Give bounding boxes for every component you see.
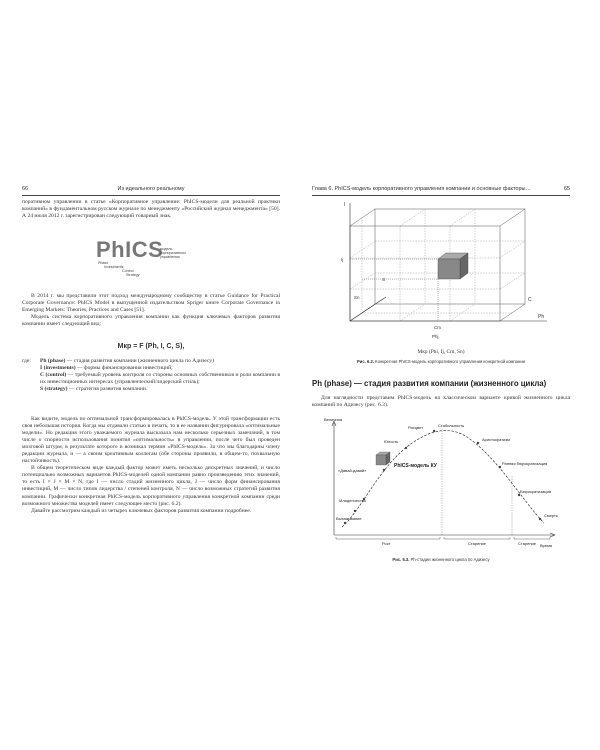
stage-courtship: Выхаживание	[336, 516, 362, 521]
stage-aristocracy: Аристократизм	[482, 437, 510, 442]
stage-stability: Стабильность	[438, 423, 465, 428]
axis-label-ij: Ij	[341, 257, 344, 262]
definition-text: — требуемый уровень контроля со стороны основных собственников и роли компании в их инвестиционных интересах (управленческий/лидерский стиль);	[40, 372, 280, 386]
definition-label	[22, 372, 40, 386]
stage-infancy: Младенчество	[339, 498, 367, 503]
lifecycle-curve	[342, 431, 544, 527]
caption-text: Конкретная PhICS-модель корпоративного управления конкретной компании	[374, 359, 525, 364]
axis-label-ph: Ph	[538, 314, 545, 320]
axis-label-phj: Phj	[432, 334, 439, 339]
cube-front-face	[350, 226, 500, 321]
left-page-number: 66	[22, 186, 29, 192]
stage-early-bureaucracy: Ранняя бюрократизация	[502, 461, 548, 466]
axis-label-c: C	[528, 297, 532, 303]
stage-death: Смерть	[544, 513, 558, 518]
logo-word-governance: управления	[160, 255, 180, 259]
x-axis-label: Время	[540, 543, 553, 548]
phase-aging-2: Старение	[518, 541, 537, 546]
caption-number: Рис. 6.2.	[357, 359, 375, 364]
cube-guides	[350, 259, 438, 321]
paragraph-transform: Как видите, модель по оптимальной трансформировалась в PhICS-модель. У этой трансформации есть своя небольшая история. Когда мы отдавали статью в печать, то в ее названии фигурировала «оптимальные модели». Но редакция этого уважаемого журнала высказала нам несколько серьезных замечаний, в том числе о спорности использования понятия «оптимальность» в управлении, после чего был проведен мозговой штурм, в результате которого и возникал термин «PhICS-модель». За что мы благодарны члену редакции журнала, и — а своим креативным коллегам (обе стороны проявили, в общем-то, похвальную настойчивость).	[22, 416, 280, 465]
logo-word-phase: Phase	[98, 261, 109, 265]
stage-prime: Расцвет	[408, 425, 424, 430]
logo-word-corporate: корпоративного	[160, 251, 187, 255]
paragraph-2014: В 2014 г. мы представили этот подход международному сообществу в статье Guidance for Practical Corporate Governance: PhICS Model в выпущенной издательством Spriger книге Corporate Governance in Emerging Markets: Theories, Practices and Cases [51].	[22, 293, 280, 314]
logo-word-strategy: Strategy	[126, 273, 140, 277]
stage-markers	[344, 430, 541, 524]
right-page-number: 65	[563, 186, 570, 192]
paragraph-general: В общем теоретическом виде каждый фактор может иметь несколько дискретных значений, и число потенциально возможных вариантов PhICS-моделей одной компании равно произведению этих значений, то есть I × J × M × N, где I — число стадий жизненного цикла, J — число форм финансирования инвестиций, M — число типов лидерства / степеней контроля, N — число возможных стратегий развития компании. Графически конкретная PhICS-модель корпоративного управления конкретной компании среди возможного множества моделей имеет следующее место (рис. 6.2).	[22, 465, 280, 507]
definition-row	[22, 372, 280, 386]
definition-term: I (investments)	[40, 365, 76, 372]
phics-logo	[86, 237, 206, 277]
figure-6-3-lifecycle	[322, 415, 562, 555]
phase-brackets	[336, 537, 550, 539]
axis-label-s: S	[382, 277, 386, 282]
axis-label-cm: Cm	[434, 325, 441, 330]
figure-6-3-caption	[312, 557, 570, 562]
phics-model-box	[438, 253, 468, 279]
definition-text: — стратегия развития компании.	[67, 386, 148, 393]
caption-text: Ph-стадии жизненного цикла по Адизесу	[409, 557, 490, 562]
figure-6-2-caption	[312, 359, 570, 364]
phics-logo-text: PhICS	[96, 237, 164, 262]
paragraph-visual: Для наглядности представим PhICS-модель на классическом варианте кривой жизненного цикла компаний по Адизесу (рис. 6.3).	[312, 395, 570, 409]
paragraph-intro: поративном управлении в статье «Корпоративное управление: PhICS-модели для реальной практики компаний» в фундаментальном русском журнале по менеджменту «Российский журнал менеджмента» [50]. А 24 июля 2012 г. зарегистрирован следующий товарный знак.	[22, 199, 280, 220]
lifecycle-box-label: PhICS-модель КУ	[394, 463, 437, 469]
caption-number: Рис. 6.3.	[392, 557, 410, 562]
figure-6-2-formula: Mкр (Phi, Ij, Cm, Sn)	[417, 349, 465, 355]
logo-word-model: модель	[160, 247, 173, 251]
definition-label: где:	[22, 358, 31, 364]
stage-youth: Юность	[384, 439, 399, 444]
y-axis-label: Величина	[324, 417, 343, 422]
axis-label-sn: Sn	[354, 295, 360, 300]
phase-aging: Старение	[468, 541, 487, 546]
stage-bureaucracy: Бюрократизация	[520, 489, 552, 494]
right-page-header	[312, 183, 570, 196]
lifecycle-model-box	[376, 452, 390, 465]
left-page	[22, 183, 280, 573]
axis-label-i: I	[344, 202, 346, 208]
left-running-title: Из идеального реальному	[117, 186, 185, 192]
logo-word-investments: Investments	[104, 265, 124, 269]
model-formula: Mкр = F (Ph, I, C, S),	[117, 343, 185, 350]
definition-row	[22, 358, 280, 365]
definition-label	[22, 386, 40, 393]
right-page	[312, 183, 570, 563]
right-running-title: Глава 6. PhICS-модель корпоративного управления компании и основные факторы…	[312, 186, 532, 192]
figure-6-2-cube	[342, 201, 552, 341]
definition-text: — формы финансирования инвестиций;	[75, 365, 173, 372]
paragraph-model: Модель система корпоративного управления компании как функция ключевых факторов развития компании имеет следующий вид:	[22, 314, 280, 328]
paragraph-last: Давайте рассмотрим каждый из четырех ключевых факторов развития компании подробнее.	[31, 507, 252, 514]
lifecycle-axes	[332, 421, 555, 537]
definition-row	[22, 386, 280, 393]
definition-term: Ph (phase)	[40, 358, 66, 364]
definition-text: — стадия развития компании (жизненного цикла по Адизесу)	[65, 358, 214, 364]
definition-term: S (strategy)	[40, 386, 68, 393]
definition-term: C (control)	[40, 372, 67, 379]
logo-word-control: Control	[122, 269, 134, 273]
phase-growth: Рост	[382, 541, 391, 546]
left-page-header	[22, 183, 280, 196]
definitions-list	[22, 358, 280, 393]
section-title: Ph (phase) — стадия развития компании (жизненного цикла)	[312, 379, 547, 388]
definition-label	[22, 365, 40, 372]
stage-davai: «Давай-давай»	[338, 468, 367, 473]
